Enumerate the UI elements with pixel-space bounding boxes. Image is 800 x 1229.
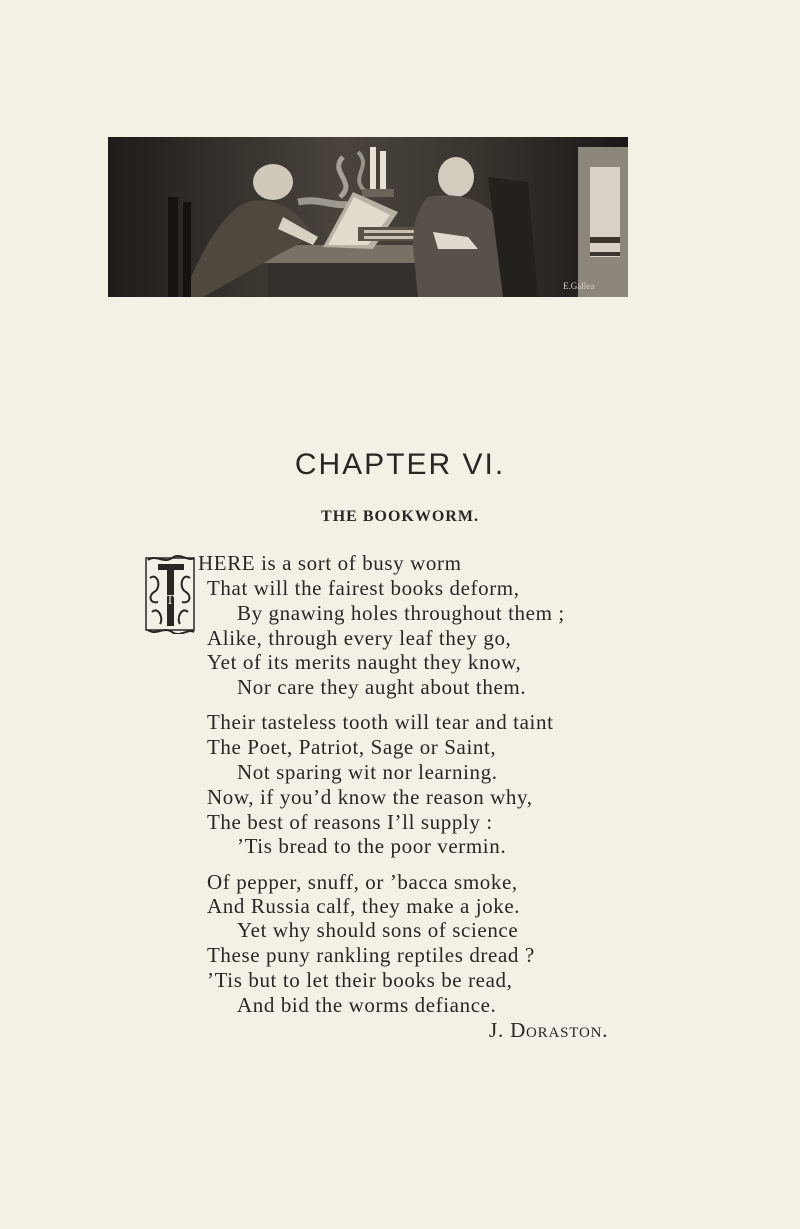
author-name: J. Doraston. <box>489 1018 609 1042</box>
poem-line: Yet of its merits naught they know, <box>207 650 522 674</box>
poem-line: Their tasteless tooth will tear and taint <box>207 710 554 734</box>
poem-line: Yet why should sons of science <box>237 918 519 942</box>
poem-line: Nor care they aught about them. <box>237 675 527 699</box>
poem-line: That will the fairest books deform, <box>207 576 520 600</box>
poem-line: Of pepper, snuff, or ’bacca smoke, <box>207 870 518 894</box>
poem-line: And bid the worms defiance. <box>237 993 497 1017</box>
chapter-title: CHAPTER VI. <box>294 448 506 481</box>
poem-line: And Russia calf, they make a joke. <box>207 894 521 918</box>
poem-line: These puny rankling reptiles dread ? <box>207 943 535 967</box>
poem-line: The Poet, Patriot, Sage or Saint, <box>207 735 497 759</box>
poem-line: Now, if you’d know the reason why, <box>207 785 533 809</box>
illustration-drawing <box>108 137 628 297</box>
illustration-signature: E.Gallea <box>563 281 595 291</box>
poem-line: HERE is a sort of busy worm <box>198 551 462 575</box>
ornamental-drop-cap <box>144 554 196 634</box>
poem-line: Not sparing wit nor learning. <box>237 760 498 784</box>
poem-line: By gnawing holes throughout them ; <box>237 601 565 625</box>
poem-line: Alike, through every leaf they go, <box>207 626 512 650</box>
poem-line: ’Tis but to let their books be read, <box>207 968 513 992</box>
drop-cap-letter: T <box>165 593 175 607</box>
poem-line: ’Tis bread to the poor vermin. <box>237 834 507 858</box>
poem-line: The best of reasons I’ll supply : <box>207 810 493 834</box>
author-signature <box>489 1020 608 1041</box>
bookworms-illustration <box>108 137 628 297</box>
chapter-subtitle: THE BOOKWORM. <box>321 508 479 525</box>
